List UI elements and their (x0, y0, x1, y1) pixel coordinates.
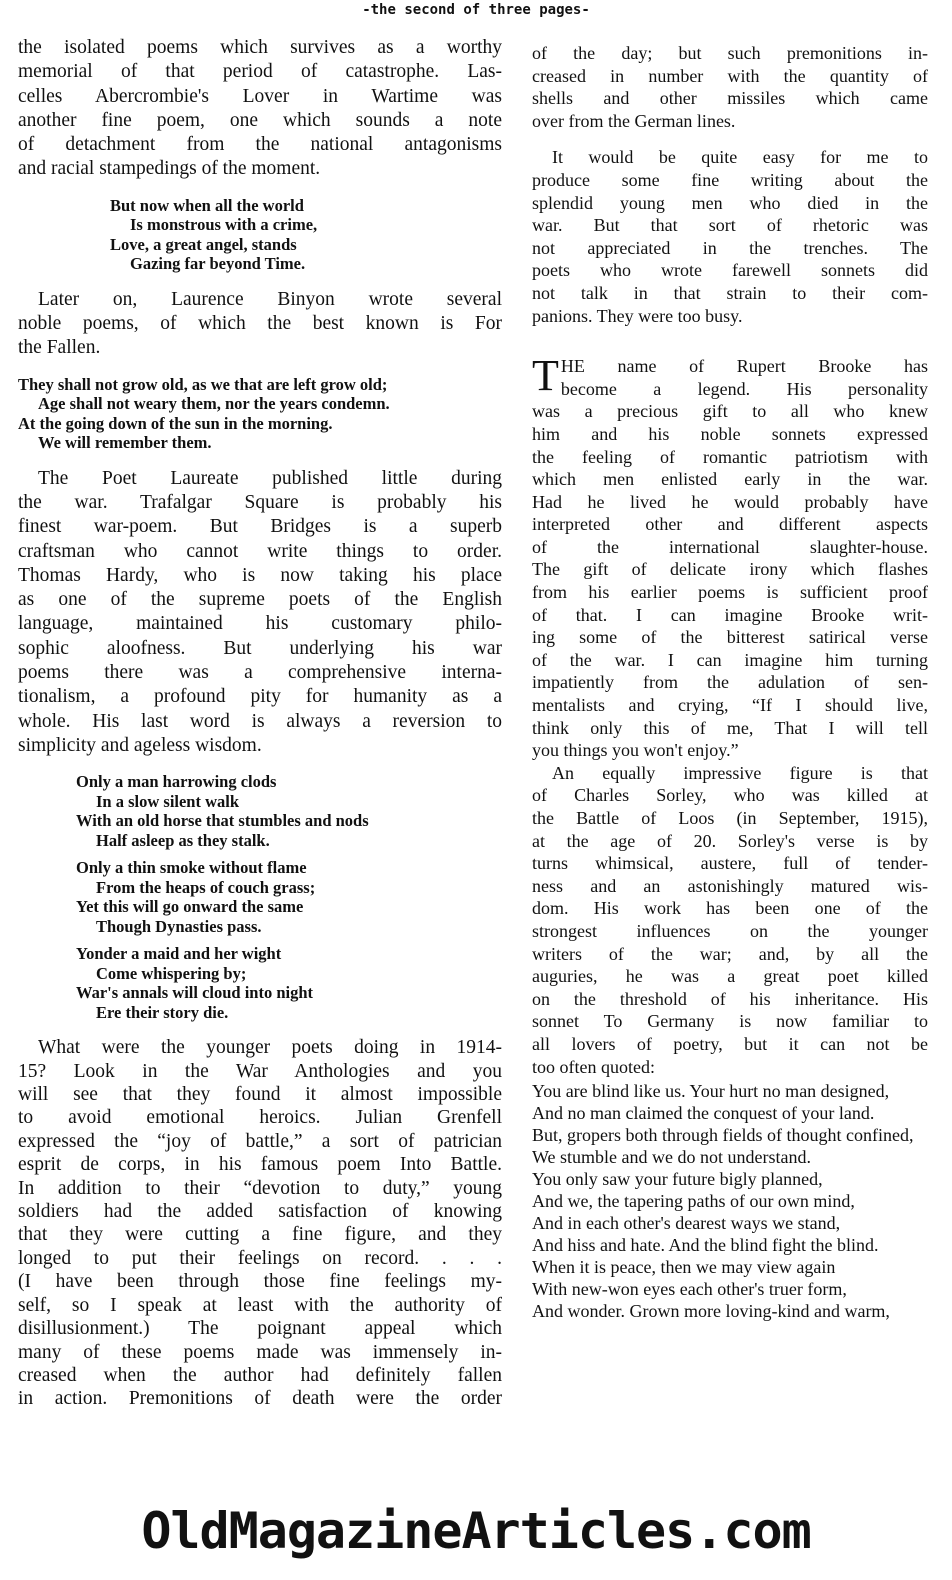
verse-line: Yonder a maid and her wight (76, 944, 282, 964)
paragraph (18, 467, 502, 759)
text-line: memorial of that period of catastrophe. Las- (18, 61, 502, 83)
verse (18, 196, 502, 274)
paragraph (532, 42, 928, 132)
page-header: -the second of three pages- (362, 2, 590, 18)
text-line: on the threshold of his inheritance. His (532, 988, 928, 1009)
text-line: creased when the author had definitely fallen (18, 1364, 502, 1386)
verse-line: When it is peace, then we may view again (532, 1257, 836, 1278)
text-line: too often quoted: (532, 1056, 655, 1077)
text-line: sophic aloofness. But underlying his war (18, 637, 502, 659)
text-line: strongest influences on the younger (532, 920, 928, 941)
verse-line: In a slow silent walk (96, 791, 240, 811)
verse-line: Ere their story die. (96, 1002, 229, 1022)
sonnet (532, 1080, 928, 1322)
verse-line: But, gropers both through fields of thought confined, (532, 1125, 914, 1146)
text-line: (I have been through those fine feelings my- (18, 1271, 502, 1293)
text-line: noble poems, of which the best known is For (18, 313, 502, 335)
text-line: the Fallen. (18, 337, 101, 359)
text-line: craftsman who cannot write things to order. (18, 540, 502, 562)
drop-cap: T (532, 351, 559, 401)
text-line: to avoid emotional heroics. Julian Grenfell (18, 1107, 502, 1129)
text-line: and racial stampedings of the moment. (18, 158, 321, 180)
paragraph (18, 36, 502, 182)
text-line: The gift of delicate irony which flashes (532, 559, 928, 580)
verse-line: And no man claimed the conquest of your land. (532, 1103, 875, 1124)
verse-line: Is monstrous with a crime, (130, 215, 318, 235)
text-line: produce some fine writing about the (532, 169, 928, 190)
text-line: the war. Trafalgar Square is probably his (18, 491, 502, 513)
text-line: shells and other missiles which came (532, 88, 928, 109)
text-line: ing some of the bitterest satirical verse (532, 627, 928, 648)
text-line: poets who wrote farewell sonnets did (532, 260, 928, 281)
text-line: It would be quite easy for me to (552, 147, 928, 168)
text-line: 15? Look in the War Anthologies and you (18, 1060, 502, 1082)
text-line: creased in number with the quantity of (532, 65, 928, 86)
text-line: of the day; but such premonitions in- (532, 43, 928, 63)
text-line: expressed the “joy of battle,” a sort of patrician (18, 1130, 502, 1152)
verse-line: War's annals will cloud into night (76, 983, 314, 1003)
verse-line: From the heaps of couch grass; (96, 877, 316, 897)
text-line: In addition to their “devotion to duty,” young (18, 1177, 502, 1199)
verse-line: Love, a great angel, stands (110, 234, 297, 254)
text-line: as one of the supreme poets of the English (18, 589, 502, 611)
text-line: An equally impressive figure is that (552, 762, 928, 783)
verse-line: With new-won eyes each other's truer form, (532, 1279, 847, 1300)
text-line: turns whimsical, austere, full of tender- (532, 853, 928, 874)
text-line: language, maintained his customary philo- (18, 613, 502, 635)
verse-line: But now when all the world (110, 195, 304, 215)
text-line: over from the German lines. (532, 110, 736, 131)
text-line: tionalism, a profound pity for humanity as a (18, 686, 502, 708)
text-line: finest war-poem. But Bridges is a superb (18, 516, 502, 538)
text-line: dom. His work has been one of the (532, 898, 928, 919)
text-line: auguries, he was a great poet killed (532, 966, 928, 987)
verse-line: Only a man harrowing clods (76, 772, 277, 792)
text-line: splendid young men who died in the (532, 192, 928, 213)
text-line: him and his noble sonnets expressed (532, 423, 928, 444)
verse-line: At the going down of the sun in the morning. (18, 413, 333, 433)
text-line: of detachment from the national antagonisms (18, 134, 502, 156)
paragraph-lines (532, 351, 928, 762)
text-line: writers of the war; and, by all the (532, 943, 928, 964)
text-line: sonnet To Germany is now familiar to (532, 1011, 928, 1032)
text-line: the isolated poems which survives as a worthy (18, 37, 502, 58)
text-line: that they were cutting a fine figure, and they (18, 1224, 502, 1246)
verse-line: Yet this will go onward the same (76, 897, 304, 917)
verse-line: Though Dynasties pass. (96, 916, 262, 936)
text-line: another fine poem, one which sounds a note (18, 109, 502, 131)
text-line: esprit de corps, in his famous poem Into Battle. (18, 1154, 502, 1176)
paragraph-drop-cap (532, 351, 928, 762)
text-line: at the age of 20. Sorley's verse is by (532, 830, 928, 851)
verse-line: We stumble and we do not understand. (532, 1147, 811, 1168)
text-line: The Poet Laureate published little during (38, 467, 502, 489)
verse (18, 375, 502, 453)
text-line: ness and an astonishingly matured wis- (532, 875, 928, 896)
verse-line: Age shall not weary them, nor the years condemn. (38, 394, 390, 414)
text-line: was a precious gift to all who knew (532, 401, 928, 422)
verse-line: Half asleep as they stalk. (96, 830, 270, 850)
site-logo: OldMagazineArticles.com (141, 1502, 811, 1560)
text-line: HE name of Rupert Brooke has (560, 356, 928, 377)
verse-line: Come whispering by; (96, 963, 247, 983)
text-line: become a legend. His personality (560, 378, 928, 399)
verse (18, 858, 502, 936)
right-column (532, 42, 928, 1322)
paragraph (18, 288, 502, 361)
verse-line: You are blind like us. Your hurt no man designed, (532, 1081, 890, 1102)
verse-line: And in each other's dearest ways we stand, (532, 1213, 841, 1234)
left-column (18, 36, 502, 1425)
text-line: you things you won't enjoy.” (532, 740, 739, 761)
text-line: of the war. I can imagine him turning (532, 649, 928, 670)
text-line: the feeling of romantic patriotism with (532, 446, 928, 467)
verse-line: And hiss and hate. And the blind fight the blind. (532, 1235, 879, 1256)
text-line: self, so I speak at least with the authority of (18, 1294, 502, 1316)
text-line: many of these poems made was immensely in- (18, 1341, 502, 1363)
text-line: think only this of me, That I will tell (532, 717, 928, 738)
paragraph (532, 762, 928, 1078)
text-line: simplicity and ageless wisdom. (18, 734, 262, 756)
text-line: longed to put their feelings on record. . . . (18, 1247, 502, 1269)
verse-line: And wonder. Grown more loving-kind and warm, (532, 1301, 890, 1322)
text-line: impatiently from the adulation of sen- (532, 672, 928, 693)
text-line: soldiers had the added satisfaction of knowing (18, 1201, 502, 1223)
verse-line: Gazing far beyond Time. (130, 254, 306, 274)
text-line: not talk in that strain to their com- (532, 282, 928, 303)
verse-line: With an old horse that stumbles and nods (76, 811, 369, 831)
text-line: panions. They were too busy. (532, 305, 743, 326)
text-line: Had he lived he would probably have (532, 491, 928, 512)
verse-line: And we, the tapering paths of our own mind, (532, 1191, 855, 1212)
text-line: mentalists and crying, “If I should live, (532, 695, 928, 716)
text-line: of the international slaughter-house. (532, 536, 928, 557)
text-line: What were the younger poets doing in 1914- (38, 1037, 502, 1059)
text-line: whole. His last word is always a reversion to (18, 710, 502, 732)
verse-line: You only saw your future bigly planned, (532, 1169, 823, 1190)
paragraph (18, 1036, 502, 1411)
text-line: poems there was a comprehensive interna- (18, 662, 502, 684)
text-line: will see that they found it almost impossible (18, 1084, 502, 1106)
verse (18, 772, 502, 850)
text-line: all lovers of poetry, but it can not be (532, 1033, 928, 1054)
text-line: Thomas Hardy, who is now taking his place (18, 564, 502, 586)
text-line: of Charles Sorley, who was killed at (532, 785, 928, 806)
text-line: disillusionment.) The poignant appeal which (18, 1318, 502, 1340)
text-line: of that. I can imagine Brooke writ- (532, 604, 928, 625)
text-line: from his earlier poems is sufficient proof (532, 582, 928, 603)
text-line: celles Abercrombie's Lover in Wartime was (18, 85, 502, 107)
text-line: the Battle of Loos (in September, 1915), (532, 808, 928, 828)
verse-line: They shall not grow old, as we that are left grow old; (18, 374, 388, 394)
text-line: not appreciated in the trenches. The (532, 237, 928, 258)
verse-line: We will remember them. (38, 433, 212, 453)
verse (18, 944, 502, 1022)
paragraph (532, 146, 928, 327)
text-line: which men enlisted early in the war. (532, 469, 928, 490)
text-line: war. But that sort of rhetoric was (532, 215, 928, 236)
text-line: interpreted other and different aspects (532, 514, 928, 535)
verse-line: Only a thin smoke without flame (76, 858, 307, 878)
text-line: in action. Premonitions of death were the order (18, 1388, 502, 1410)
text-line: Later on, Laurence Binyon wrote several (38, 288, 502, 310)
